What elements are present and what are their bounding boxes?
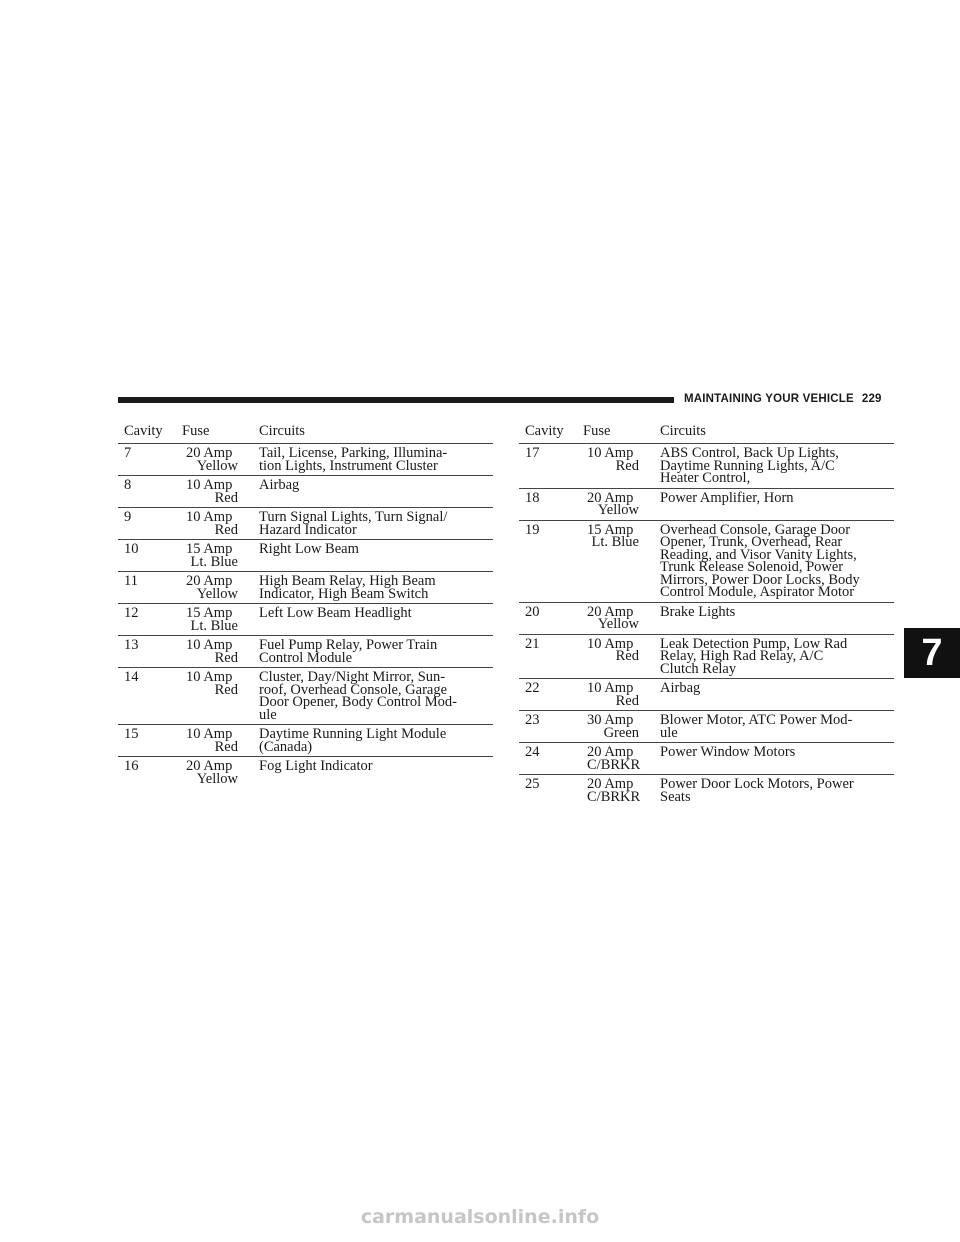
circuits-cell xyxy=(660,603,894,631)
fuse-cell xyxy=(182,728,259,753)
page-number: 229 xyxy=(861,393,882,405)
fuse-amperage: 15 Amp xyxy=(186,541,233,557)
circuits-line: Daytime Running Lights, A/C xyxy=(660,457,835,474)
circuits-cell xyxy=(259,543,493,568)
fuse-cell xyxy=(182,639,259,664)
circuits-cell xyxy=(660,778,894,803)
fuse-amperage: 15 Amp xyxy=(186,605,233,621)
table-row xyxy=(519,775,894,806)
cavity-cell: 7 xyxy=(124,445,132,461)
cavity-cell: 10 xyxy=(124,541,139,557)
header-circuits: Circuits xyxy=(259,423,305,439)
fuse-color: Red xyxy=(214,738,238,755)
table-row xyxy=(118,668,493,725)
page-header xyxy=(118,393,904,409)
circuits-cell xyxy=(259,728,493,753)
fuse-color: Red xyxy=(214,649,238,666)
fuse-table-right xyxy=(519,425,894,806)
fuse-cell xyxy=(182,543,259,568)
fuse-cell xyxy=(182,575,259,600)
circuits-cell xyxy=(660,714,894,739)
header-fuse: Fuse xyxy=(182,423,210,439)
fuse-color: Lt. Blue xyxy=(190,617,238,634)
circuits-cell xyxy=(660,489,894,517)
circuits-line: Left Low Beam Headlight xyxy=(259,605,412,621)
circuits-line: Hazard Indicator xyxy=(259,521,357,538)
header-cavity: Cavity xyxy=(525,423,564,439)
fuse-amperage: 10 Amp xyxy=(186,509,233,525)
cavity-cell: 22 xyxy=(525,680,540,696)
circuits-cell xyxy=(259,671,493,721)
circuits-line: ule xyxy=(259,706,277,723)
fuse-color: Red xyxy=(214,521,238,538)
watermark: carmanualsonline.info xyxy=(360,1206,600,1228)
table-body xyxy=(519,444,894,806)
fuse-amperage: 20 Amp xyxy=(186,445,233,461)
section-title: MAINTAINING YOUR VEHICLE xyxy=(684,393,854,405)
table-row xyxy=(519,635,894,680)
circuits-line: roof, Overhead Console, Garage xyxy=(259,681,448,698)
circuits-line: Control Module xyxy=(259,649,353,666)
cavity-cell: 16 xyxy=(124,758,139,774)
circuits-line: Clutch Relay xyxy=(660,660,737,677)
cavity-cell: 8 xyxy=(124,477,132,493)
table-header xyxy=(519,425,894,444)
circuits-line: Brake Lights xyxy=(660,603,736,620)
table-row xyxy=(118,572,493,604)
fuse-amperage: 20 Amp xyxy=(186,573,233,589)
fuse-amperage: 20 Amp xyxy=(587,489,634,506)
table-row xyxy=(118,604,493,636)
circuits-line: ABS Control, Back Up Lights, xyxy=(660,445,839,461)
header-rule xyxy=(118,397,674,403)
cavity-cell: 13 xyxy=(124,637,139,653)
circuits-line: Blower Motor, ATC Power Mod- xyxy=(660,712,853,728)
circuits-cell xyxy=(660,447,894,485)
table-row xyxy=(519,603,894,635)
fuse-amperage: 20 Amp xyxy=(587,744,634,760)
fuse-cell xyxy=(583,447,660,485)
cavity-cell: 17 xyxy=(525,445,540,461)
circuits-cell xyxy=(660,521,894,600)
fuse-cell xyxy=(182,607,259,632)
fuse-cell xyxy=(583,778,660,803)
circuits-line: Daytime Running Light Module xyxy=(259,726,447,742)
fuse-amperage: 10 Amp xyxy=(186,637,233,653)
cavity-cell: 23 xyxy=(525,712,540,728)
fuse-amperage: 15 Amp xyxy=(587,521,634,538)
cavity-cell: 19 xyxy=(525,521,540,538)
table-row xyxy=(519,743,894,775)
table-row xyxy=(118,540,493,572)
circuits-line: Relay, High Rad Relay, A/C xyxy=(660,648,824,664)
fuse-amperage: 20 Amp xyxy=(186,758,233,774)
fuse-color: C/BRKR xyxy=(587,756,641,773)
table-row xyxy=(118,636,493,668)
circuits-cell xyxy=(259,447,493,472)
fuse-color: Red xyxy=(214,489,238,506)
fuse-color: Yellow xyxy=(196,770,238,787)
circuits-line: Indicator, High Beam Switch xyxy=(259,585,429,602)
fuse-color: Green xyxy=(603,724,639,741)
fuse-color: Yellow xyxy=(597,502,639,518)
circuits-line: Fog Light Indicator xyxy=(259,758,373,774)
fuse-cell xyxy=(583,746,660,771)
cavity-cell: 14 xyxy=(124,669,139,685)
fuse-amperage: 10 Amp xyxy=(587,635,634,652)
fuse-color: Red xyxy=(615,648,639,664)
table-row xyxy=(118,725,493,757)
circuits-line: Overhead Console, Garage Door xyxy=(660,521,851,538)
circuits-line: Opener, Trunk, Overhead, Rear xyxy=(660,534,843,550)
cavity-cell: 21 xyxy=(525,635,540,652)
circuits-line: Turn Signal Lights, Turn Signal/ xyxy=(259,509,448,525)
circuits-cell xyxy=(259,760,493,785)
circuits-line: Mirrors, Power Door Locks, Body xyxy=(660,571,860,588)
fuse-color: Yellow xyxy=(597,616,639,632)
circuits-line: Airbag xyxy=(660,680,701,696)
cavity-cell: 24 xyxy=(525,744,540,760)
fuse-color: Red xyxy=(615,692,639,709)
fuse-cell xyxy=(583,521,660,599)
header-fuse: Fuse xyxy=(583,423,611,439)
circuits-cell xyxy=(259,639,493,664)
table-row xyxy=(118,476,493,508)
header-text xyxy=(684,393,882,405)
fuse-cell xyxy=(182,479,259,504)
header-circuits: Circuits xyxy=(660,423,706,439)
fuse-color: C/BRKR xyxy=(587,788,641,805)
circuits-line: Airbag xyxy=(259,477,300,493)
cavity-cell: 18 xyxy=(525,489,540,506)
circuits-cell xyxy=(660,635,894,677)
table-row xyxy=(519,711,894,743)
fuse-amperage: 30 Amp xyxy=(587,712,634,728)
table-row xyxy=(118,757,493,788)
circuits-line: (Canada) xyxy=(259,738,313,755)
cavity-cell: 20 xyxy=(525,603,540,620)
table-row xyxy=(519,679,894,711)
fuse-cell xyxy=(182,511,259,536)
fuse-amperage: 10 Amp xyxy=(587,445,634,461)
table-body xyxy=(118,444,493,788)
circuits-line: Heater Control, xyxy=(660,470,751,486)
fuse-color: Lt. Blue xyxy=(190,553,238,570)
fuse-amperage: 10 Amp xyxy=(587,680,634,696)
fuse-amperage: 10 Amp xyxy=(186,669,233,685)
fuse-color: Yellow xyxy=(196,457,238,474)
fuse-color: Red xyxy=(214,681,238,698)
circuits-line: Right Low Beam xyxy=(259,541,359,557)
circuits-cell xyxy=(259,575,493,600)
fuse-cell xyxy=(583,714,660,739)
header-cavity: Cavity xyxy=(124,423,163,439)
table-header xyxy=(118,425,493,444)
table-row xyxy=(118,508,493,540)
fuse-color: Lt. Blue xyxy=(591,534,639,550)
circuits-line: Power Door Lock Motors, Power xyxy=(660,776,854,792)
table-row xyxy=(118,444,493,476)
chapter-tab: 7 xyxy=(904,628,960,678)
circuits-cell xyxy=(259,511,493,536)
circuits-line: Power Window Motors xyxy=(660,744,796,760)
fuse-amperage: 10 Amp xyxy=(186,477,233,493)
cavity-cell: 11 xyxy=(124,573,138,589)
circuits-line: Seats xyxy=(660,788,691,805)
fuse-cell xyxy=(583,489,660,518)
circuits-line: Tail, License, Parking, Illumina- xyxy=(259,445,448,461)
table-row xyxy=(519,489,894,521)
fuse-cell xyxy=(583,682,660,707)
circuits-cell xyxy=(259,479,493,504)
cavity-cell: 15 xyxy=(124,726,139,742)
fuse-color: Red xyxy=(615,457,639,474)
circuits-line: High Beam Relay, High Beam xyxy=(259,573,436,589)
fuse-amperage: 20 Amp xyxy=(587,603,634,620)
circuits-line: Cluster, Day/Night Mirror, Sun- xyxy=(259,669,446,685)
table-row xyxy=(519,521,894,603)
cavity-cell: 25 xyxy=(525,776,540,792)
circuits-line: Reading, and Visor Vanity Lights, xyxy=(660,546,857,563)
cavity-cell: 12 xyxy=(124,605,139,621)
fuse-table-left xyxy=(118,425,493,788)
circuits-line: Control Module, Aspirator Motor xyxy=(660,584,855,600)
circuits-line: ule xyxy=(660,724,678,741)
fuse-cell xyxy=(182,760,259,785)
circuits-cell xyxy=(259,607,493,632)
circuits-line: Power Amplifier, Horn xyxy=(660,489,794,506)
cavity-cell: 9 xyxy=(124,509,132,525)
circuits-line: Fuel Pump Relay, Power Train xyxy=(259,637,438,653)
fuse-amperage: 20 Amp xyxy=(587,776,634,792)
table-row xyxy=(519,444,894,489)
circuits-line: tion Lights, Instrument Cluster xyxy=(259,457,438,474)
fuse-cell xyxy=(583,635,660,676)
fuse-cell xyxy=(583,603,660,632)
fuse-cell xyxy=(182,671,259,721)
fuse-color: Yellow xyxy=(196,585,238,602)
circuits-cell xyxy=(660,682,894,707)
fuse-amperage: 10 Amp xyxy=(186,726,233,742)
fuse-cell xyxy=(182,447,259,472)
circuits-line: Trunk Release Solenoid, Power xyxy=(660,559,844,575)
circuits-cell xyxy=(660,746,894,771)
circuits-line: Door Opener, Body Control Mod- xyxy=(259,694,457,710)
circuits-line: Leak Detection Pump, Low Rad xyxy=(660,635,848,652)
